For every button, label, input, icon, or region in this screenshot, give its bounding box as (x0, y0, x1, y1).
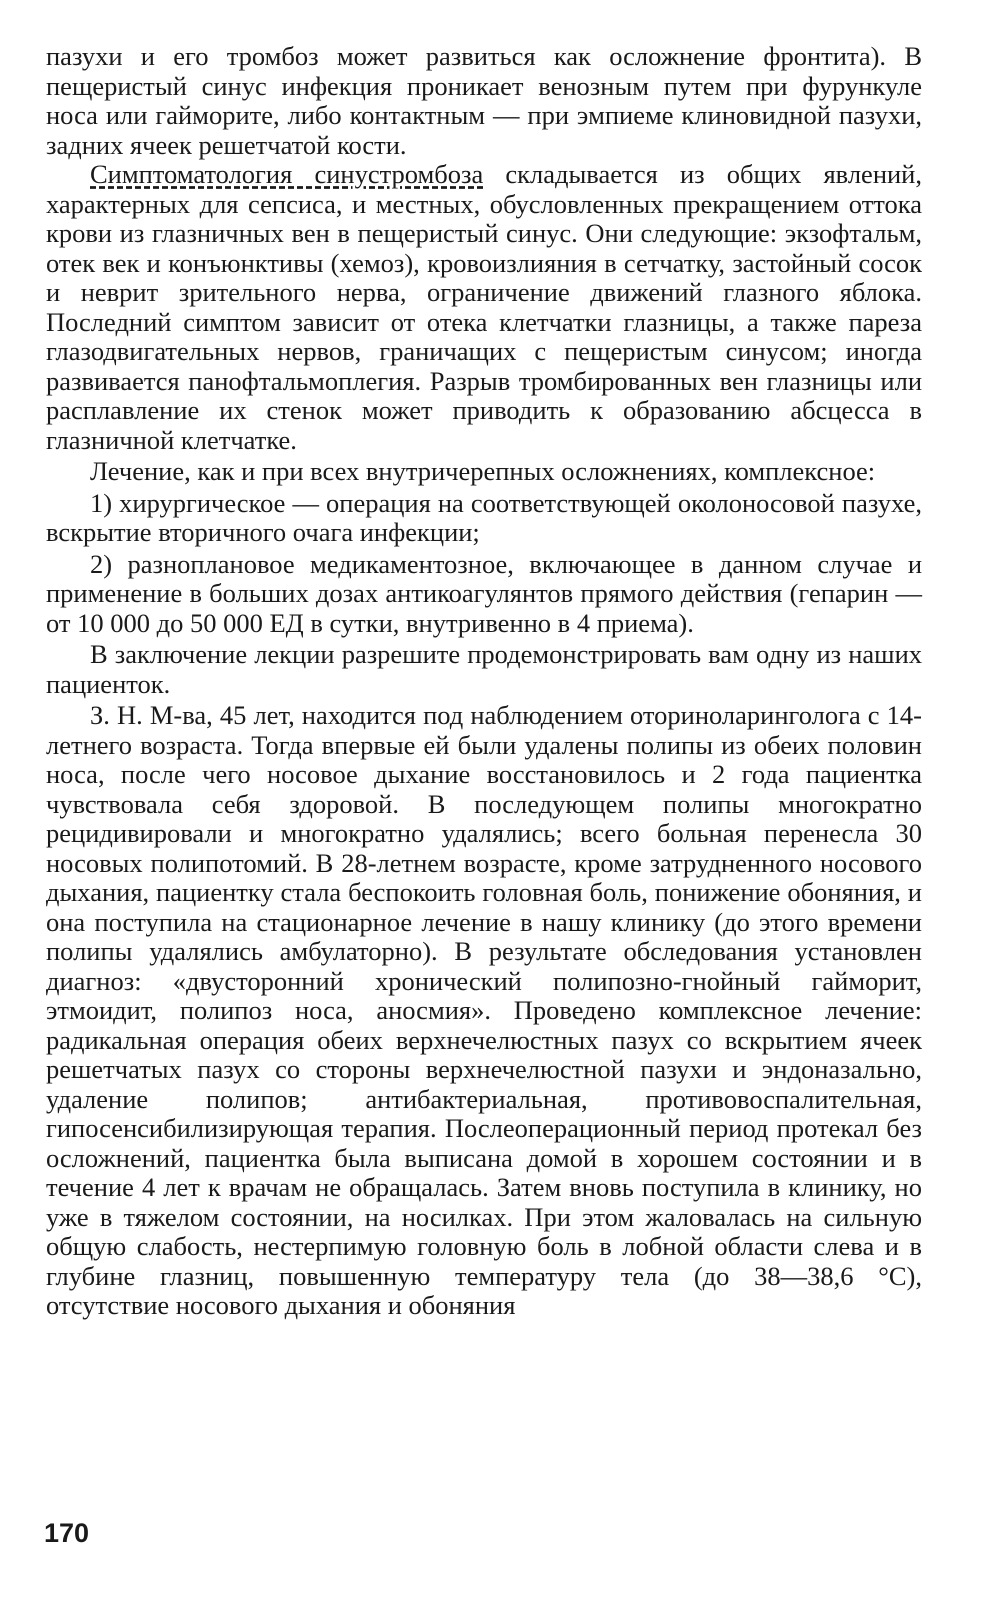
list-item-surgical: 1) хирургическое — операция на соответствующей околоносовой пазухе, вскрытие вторичного очага инфекции; (46, 487, 922, 547)
underlined-term: Симптоматология синустромбоза (90, 159, 484, 189)
paragraph-conclusion: В заключение лекции разрешите продемонстрировать вам одну из наших пациенток. (46, 639, 922, 699)
page-number: 170 (44, 1518, 90, 1548)
paragraph-symptoms (46, 160, 922, 455)
paragraph-case: З. Н. М-ва, 45 лет, находится под наблюдением оториноларинголога с 14-летнего возраста. Тогда впервые ей были удалены полипы из обеих половин носа, после чего носовое дыхание восстановилось и 2 года пациентка чувствовала себя здоровой. В последующем полипы многократно рецидивировали и многократно удалялись; всего больная перенесла 30 носовых полипотомий. В 28-летнем возрасте, кроме затрудненного носового дыхания, пациентку стала беспокоить головная боль, понижение обоняния, и она поступила на стационарное лечение в нашу клинику (до этого времени полипы удалялись амбулаторно). В результате обследования установлен диагноз: «двусторонний хронический полипозно-гнойный гайморит, этмоидит, полипоз носа, аносмия». Проведено комплексное лечение: радикальная операция обеих верхнечелюстных пазух со вскрытием ячеек решетчатых пазух со стороны верхнечелюстной пазухи и эндоназально, удаление полипов; антибактериальная, противовоспалительная, гипосенсибилизирующая терапия. Послеоперационный период протекал без осложнений, пациентка была выписана домой в хорошем состоянии и в течение 4 лет к врачам не обращалась. Затем вновь поступила в клинику, но уже в тяжелом состоянии, на носилках. При этом жаловалась на сильную общую слабость, нестерпимую головную боль в лобной области слева и в глубине глазниц, повышенную температуру тела (до 38—38,6 °С), отсутствие носового дыхания и обоняния (46, 700, 922, 1320)
paragraph-symptoms-text: складывается из общих явлений, характерных для сепсиса, и местных, обусловленных прекращением оттока крови из глазничных вен в пещеристый синус. Они следующие: экзофтальм, отек век и конъюнктивы (хемоз), кровоизлияния в сетчатку, застойный сосок и неврит зрительного нерва, ограничение движений глазного яблока. Последний симптом зависит от отека клетчатки глазницы, а также пареза глазодвигательных нервов, граничащих с пещеристым синусом; иногда развивается панофтальмоплегия. Разрыв тромбированных вен глазницы или расплавление их стенок может приводить к образованию абсцесса в глазничной клетчатке. (46, 159, 922, 455)
paragraph-continuation: пазухи и его тромбоз может развиться как осложнение фронтита). В пещеристый синус инфекция проникает венозным путем при фурункуле носа или гайморите, либо контактным — при эмпиеме клиновидной пазухи, задних ячеек решетчатой кости. (46, 41, 922, 160)
list-item-medication: 2) разноплановое медикаментозное, включающее в данном случае и применение в больших дозах антикоагулянтов прямого действия (гепарин — от 10 000 до 50 000 ЕД в сутки, внутривенно в 4 приема). (46, 548, 922, 638)
paragraph-treatment: Лечение, как и при всех внутричерепных осложнениях, комплексное: (90, 456, 876, 486)
page-body (46, 42, 922, 1321)
